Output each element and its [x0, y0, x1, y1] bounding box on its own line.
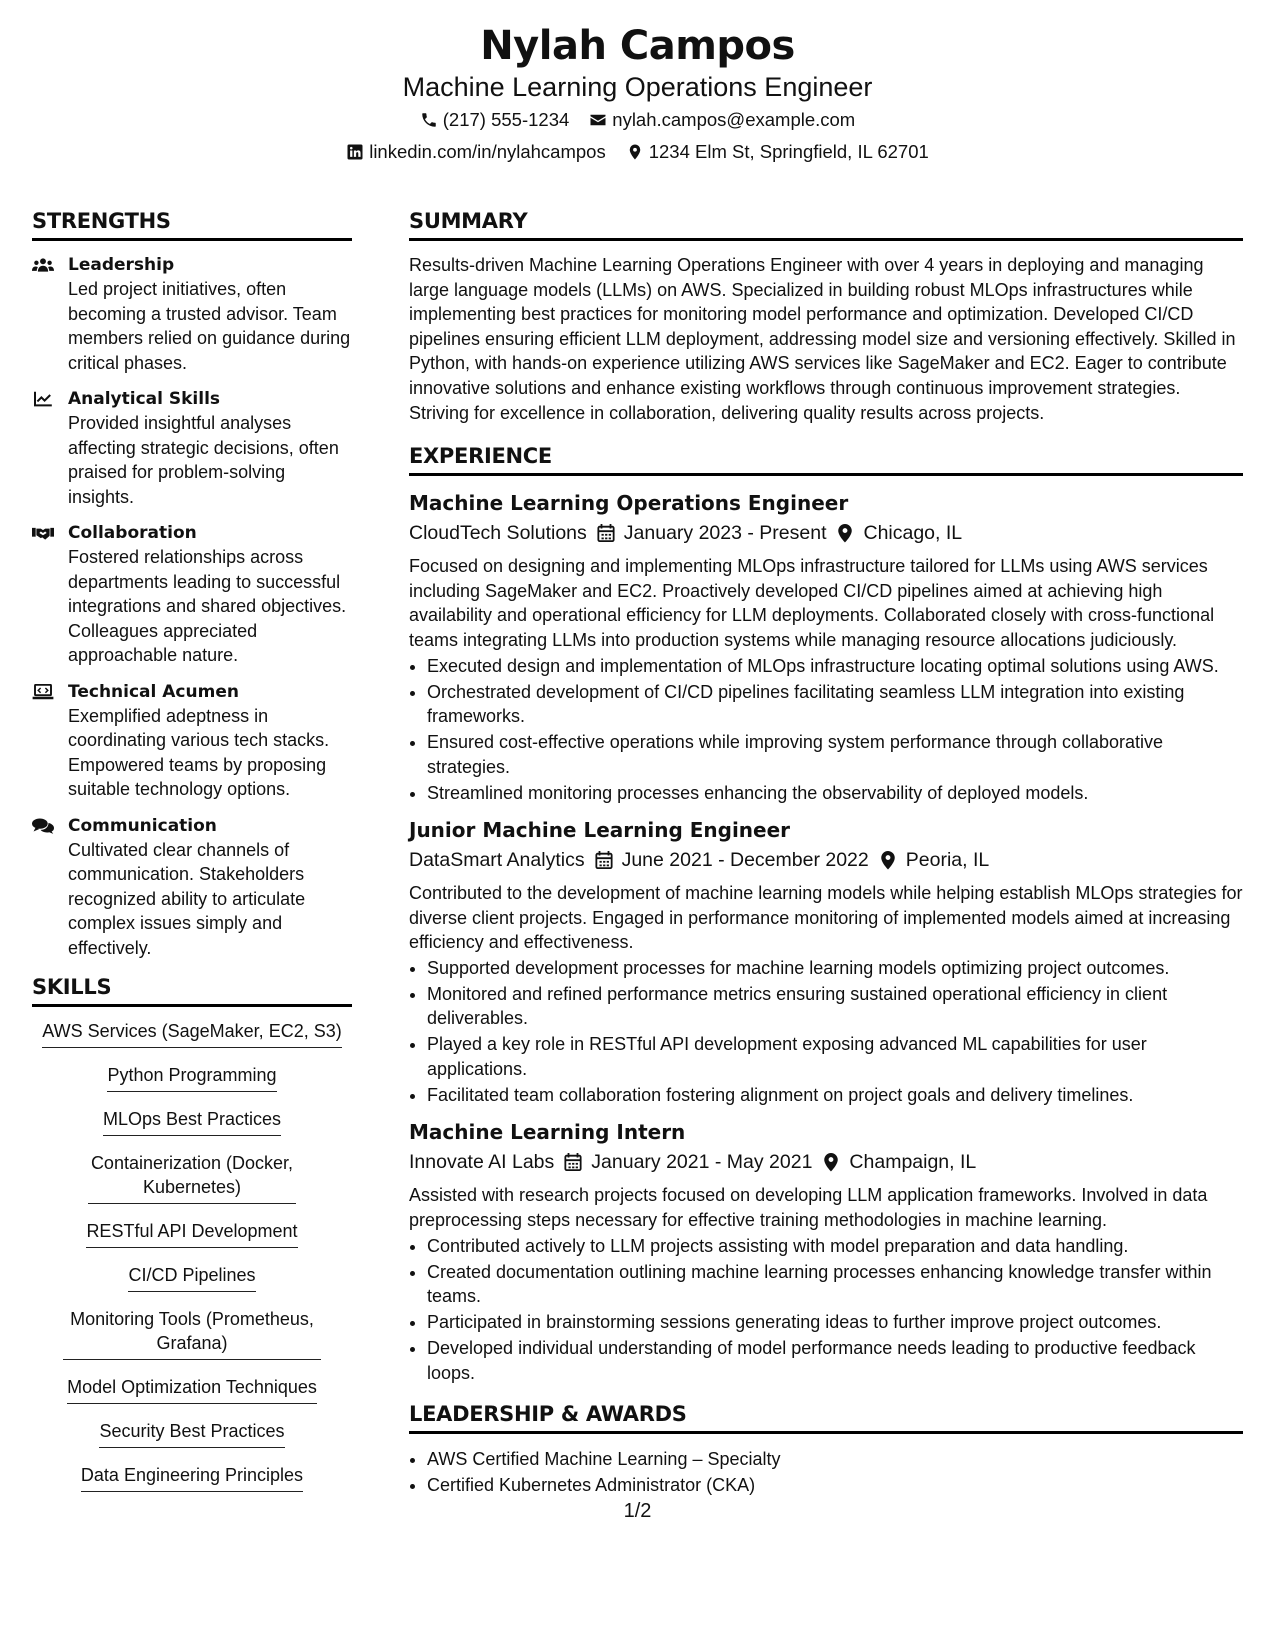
laptop-code-icon — [32, 684, 54, 700]
strength-title: Technical Acumen — [68, 681, 239, 702]
linkedin-text[interactable]: linkedin.com/in/nylahcampos — [369, 141, 606, 162]
right-column — [409, 206, 1243, 1498]
calendar-icon — [564, 1152, 582, 1172]
resume-header — [0, 20, 1275, 168]
strength-desc: Provided insightful analyses affecting strategic decisions, often praised for problem-solving insights. — [68, 413, 339, 507]
address-contact — [626, 136, 929, 168]
job-bullet: • Supported development processes for machine learning models optimizing project outcomes. — [427, 956, 1243, 981]
skill-item: MLOps Best Practices — [103, 1107, 281, 1136]
award-item: • Certified Kubernetes Administrator (CKA) — [427, 1472, 1243, 1498]
job-description: Focused on designing and implementing MLOps infrastructure tailored for LLMs using AWS services including SageMaker and EC2. Proactively developed CI/CD pipelines aimed at achieving high availability and operational efficiency for LLM deployments. Collaborated closely with cross-functional teams integrating LLMs into production systems while managing resource allocations judiciously. — [409, 556, 1215, 650]
awards-heading: LEADERSHIP & AWARDS — [409, 1399, 1243, 1434]
linkedin-icon — [346, 143, 364, 161]
map-pin-icon — [626, 143, 644, 161]
job-description: Contributed to the development of machine learning models while helping establish MLOps strategies for diverse client projects. Engaged in performance monitoring of implemented models aimed at increasing efficiency and effectiveness. — [409, 883, 1243, 953]
job-bullet: • Participated in brainstorming sessions generating ideas to further improve project outcomes. — [427, 1310, 1243, 1335]
contact-row-1 — [0, 104, 1275, 136]
job-dates: June 2021 - December 2022 — [621, 849, 869, 872]
job-bullet: • Created documentation outlining machine learning processes enhancing knowledge transfer within teams. — [427, 1260, 1243, 1309]
candidate-name: Nylah Campos — [480, 23, 795, 69]
job-bullet: • Ensured cost-effective operations while improving system performance through collaborative strategies. — [427, 730, 1243, 779]
job-meta — [409, 845, 1243, 875]
strength-desc: Fostered relationships across departments leading to successful integrations and shared objectives. Colleagues appreciated approachable nature. — [68, 547, 347, 665]
job-dates: January 2021 - May 2021 — [591, 1151, 813, 1174]
strength-title: Leadership — [68, 255, 175, 275]
map-pin-icon — [822, 1152, 840, 1172]
strengths-heading: STRENGTHS — [32, 206, 352, 241]
map-pin-icon — [836, 523, 854, 543]
skill-item: AWS Services (SageMaker, EC2, S3) — [42, 1019, 341, 1048]
email-contact[interactable] — [589, 104, 855, 136]
job-title: Machine Learning Operations Engineer — [409, 491, 849, 516]
skill-item: Model Optimization Techniques — [67, 1375, 317, 1404]
skills-list — [32, 1019, 352, 1492]
job-location: Champaign, IL — [849, 1151, 977, 1174]
strength-title: Communication — [68, 815, 217, 836]
skill-item: CI/CD Pipelines — [128, 1263, 255, 1292]
linkedin-contact[interactable] — [346, 136, 606, 168]
strength-desc: Cultivated clear channels of communication. Stakeholders recognized ability to articulate complex issues simply and effectively. — [68, 839, 306, 958]
job-description: Assisted with research projects focused on developing LLM application frameworks. Involved in data preprocessing steps necessary for effective training methodologies in machine learning. — [409, 1185, 1208, 1230]
skill-item: Python Programming — [107, 1063, 276, 1092]
envelope-icon — [589, 111, 607, 129]
experience-heading: EXPERIENCE — [409, 441, 1243, 476]
job-bullet: • Facilitated team collaboration fostering alignment on project goals and delivery timelines. — [427, 1083, 1243, 1108]
job-company: CloudTech Solutions — [409, 522, 587, 545]
job-dates: January 2023 - Present — [623, 522, 827, 545]
strength-item — [32, 814, 352, 961]
job-bullet: • Orchestrated development of CI/CD pipelines facilitating seamless LLM integration into existing frameworks. — [427, 680, 1243, 729]
contact-row-2 — [0, 136, 1275, 168]
email-text[interactable]: nylah.campos@example.com — [612, 109, 856, 130]
strength-desc: Led project initiatives, often becoming a trusted advisor. Team members relied on guidance during critical phases. — [68, 279, 351, 373]
job-bullet: • Executed design and implementation of MLOps infrastructure locating optimal solutions using AWS. — [427, 654, 1243, 679]
job-title: Junior Machine Learning Engineer — [409, 818, 791, 843]
phone-icon — [420, 111, 438, 129]
job-entry — [409, 815, 1243, 1107]
job-bullet: • Developed individual understanding of model performance needs leading to productive feedback loops. — [427, 1336, 1243, 1385]
job-entry — [409, 488, 1243, 805]
job-meta — [409, 1147, 1243, 1177]
strength-item — [32, 253, 352, 375]
job-company: Innovate AI Labs — [409, 1151, 555, 1174]
job-bullet: • Played a key role in RESTful API development exposing advanced ML capabilities for user applications. — [427, 1032, 1243, 1081]
strength-title: Analytical Skills — [68, 389, 221, 409]
job-company: DataSmart Analytics — [409, 849, 585, 872]
job-location: Peoria, IL — [905, 849, 990, 872]
handshake-icon — [32, 525, 54, 541]
strength-item — [32, 680, 352, 802]
strength-desc: Exemplified adeptness in coordinating various tech stacks. Empowered teams by proposing suitable technology options. — [68, 705, 330, 799]
calendar-icon — [597, 523, 615, 543]
job-entry — [409, 1117, 1243, 1385]
summary-text: Results-driven Machine Learning Operations Engineer with over 4 years in deploying and managing large language models (LLMs) on AWS. Specialized in building robust MLOps infrastructures while implementing best practices for monitoring model performance and optimization. Developed CI/CD pipelines ensuring efficient LLM deployment, addressing model size and versioning effectively. Skilled in Python, with hands-on experience utilizing AWS services like SageMaker and EC2. Eager to contribute innovative solutions and enhance existing workflows through continuous improvement strategies. Striving for excellence in collaboration, delivering quality results across projects. — [409, 255, 1236, 423]
job-meta — [409, 518, 1243, 548]
job-bullets — [409, 1234, 1243, 1386]
left-column — [32, 206, 352, 1507]
awards-list — [409, 1446, 1243, 1498]
strength-item — [32, 521, 352, 668]
page-number: 1/2 — [623, 1500, 652, 1522]
job-bullets — [409, 654, 1243, 806]
map-pin-icon — [879, 850, 897, 870]
phone-contact — [420, 104, 570, 136]
skill-item: Containerization (Docker, Kubernetes) — [88, 1151, 296, 1204]
phone-text: (217) 555-1234 — [442, 109, 570, 130]
skills-heading: SKILLS — [32, 972, 352, 1007]
award-item: • AWS Certified Machine Learning – Specialty — [427, 1446, 1243, 1472]
skill-item: RESTful API Development — [86, 1219, 297, 1248]
job-location: Chicago, IL — [863, 522, 963, 545]
comments-icon — [32, 818, 54, 834]
job-bullets — [409, 956, 1243, 1108]
job-title: Machine Learning Intern — [409, 1120, 686, 1145]
users-icon — [32, 257, 54, 273]
calendar-icon — [595, 850, 613, 870]
strength-item — [32, 387, 352, 509]
address-text: 1234 Elm St, Springfield, IL 62701 — [648, 141, 929, 162]
chart-line-icon — [32, 391, 54, 407]
job-bullet: • Monitored and refined performance metrics ensuring sustained operational efficiency in client deliverables. — [427, 982, 1243, 1031]
strength-title: Collaboration — [68, 523, 197, 543]
summary-heading: SUMMARY — [409, 206, 1243, 241]
skill-item: Security Best Practices — [99, 1419, 284, 1448]
job-bullet: • Streamlined monitoring processes enhancing the observability of deployed models. — [427, 781, 1243, 806]
skill-item: Data Engineering Principles — [81, 1463, 303, 1492]
candidate-title: Machine Learning Operations Engineer — [402, 72, 873, 102]
skill-item: Monitoring Tools (Prometheus, Grafana) — [63, 1307, 321, 1360]
job-bullet: • Contributed actively to LLM projects assisting with model preparation and data handling. — [427, 1234, 1243, 1259]
